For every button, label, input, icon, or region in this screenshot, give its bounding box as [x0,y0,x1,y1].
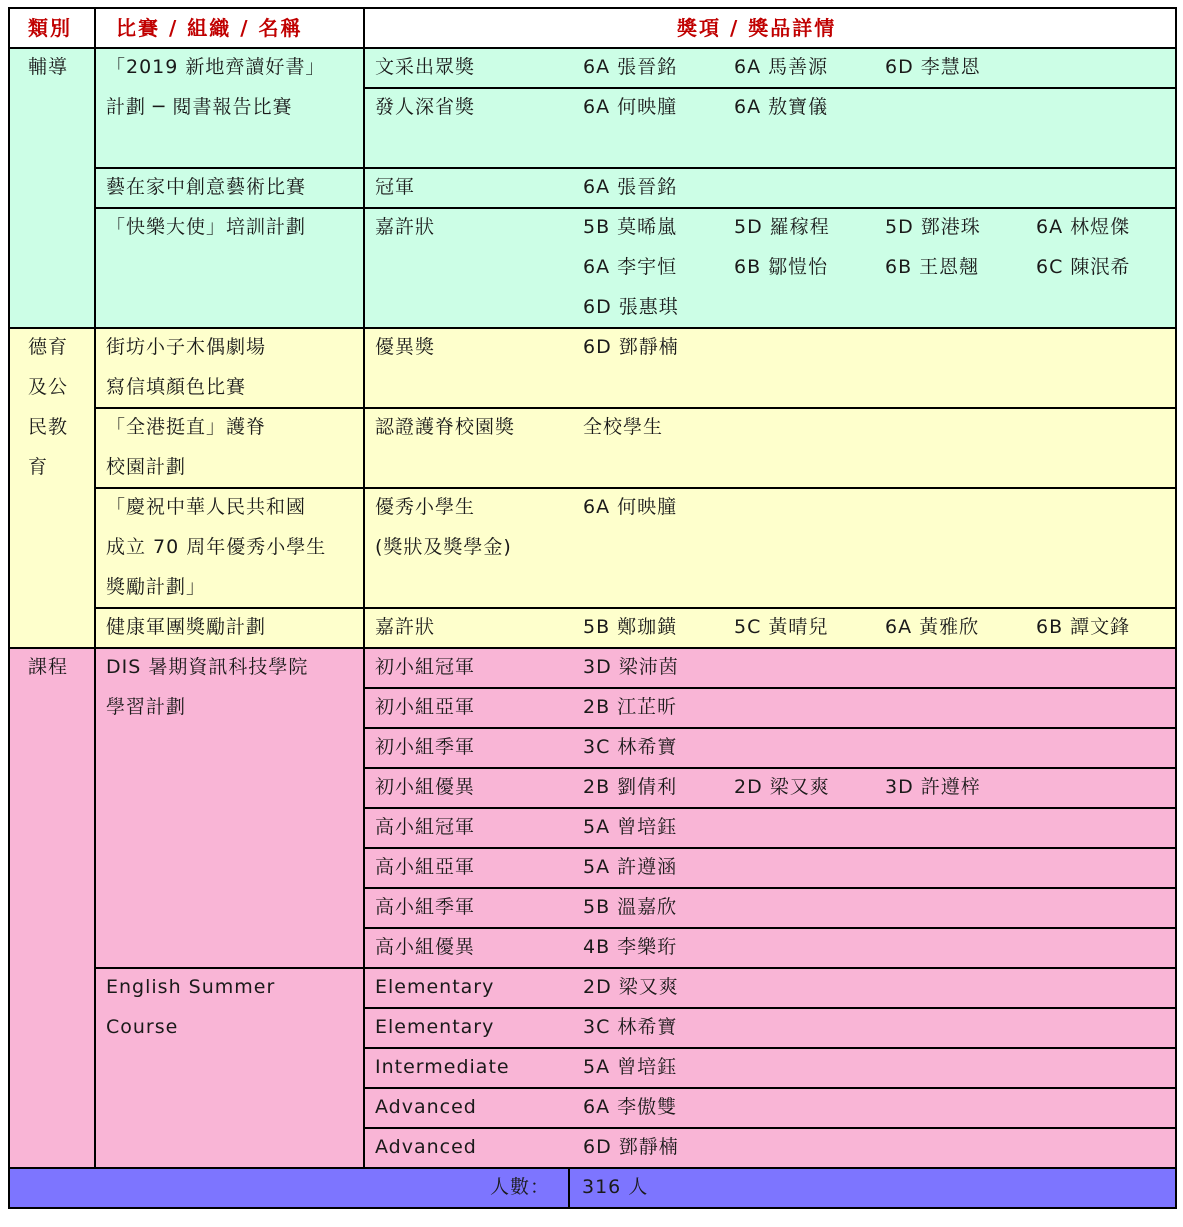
competition-name: English Summer [106,976,276,998]
winner-name: 6B 譚文鋒 [1036,616,1131,638]
competition-name: 「慶祝中華人民共和國 [106,496,307,518]
competition-name: 獎勵計劃」 [106,576,207,598]
award-row [363,967,1177,1009]
award-name: 認證護脊校園獎 [375,416,516,438]
competition-cell [94,167,365,209]
competition-name: 街坊小子木偶劇場 [106,336,267,358]
footer-label-cell [8,1167,570,1209]
competition-name: Course [106,1016,179,1038]
award-name: 高小組冠軍 [375,816,476,838]
winner-name: 6D 鄧靜楠 [583,1136,679,1158]
award-name: Advanced [375,1136,477,1158]
award-name: 初小組冠軍 [375,656,476,678]
competition-cell [94,327,365,409]
category-name: 課程 [28,656,69,678]
winner-name: 5A 許遵涵 [583,856,678,878]
award-name: 高小組優異 [375,936,476,958]
award-row [363,407,1177,489]
category-name: 育 [28,456,49,478]
award-row [363,887,1177,929]
award-name: 優秀小學生 [375,496,476,518]
footer-label: 人數： [490,1176,551,1198]
header-category: 類別 [28,16,72,40]
award-row [363,847,1177,889]
category-cell [8,47,96,329]
winner-name: 2B 江芷昕 [583,696,678,718]
winner-name: 6D 李慧恩 [885,56,981,78]
category-name: 輔導 [28,56,69,78]
award-row [363,327,1177,409]
winner-name: 6A 馬善源 [734,56,829,78]
award-row [363,207,1177,329]
winner-name: 2B 劉倩利 [583,776,678,798]
category-cell [8,327,96,649]
winner-name: 全校學生 [583,416,664,438]
winner-name: 5C 黃晴兒 [734,616,829,638]
header-competition: 比賽 / 組織 / 名稱 [116,16,303,40]
award-name: 高小組亞軍 [375,856,476,878]
winner-name: 6A 張晉銘 [583,56,678,78]
winner-name: 3D 許遵梓 [885,776,981,798]
award-name: 初小組季軍 [375,736,476,758]
award-row [363,87,1177,169]
competition-name: 學習計劃 [106,696,187,718]
competition-cell [94,207,365,329]
winner-name: 5B 溫嘉欣 [583,896,678,918]
competition-cell [94,967,365,1169]
competition-cell [94,647,365,969]
winner-name: 6A 李宇恒 [583,256,678,278]
competition-cell [94,607,365,649]
award-row [363,487,1177,609]
header-competition-cell [94,7,365,49]
header-category-cell [8,7,96,49]
category-name: 及公 [28,376,69,398]
award-row [363,1047,1177,1089]
winner-name: 6C 陳泯希 [1036,256,1131,278]
competition-name: DIS 暑期資訊科技學院 [106,656,309,678]
award-name: 嘉許狀 [375,616,436,638]
footer-value: 316 人 [582,1176,649,1198]
competition-name: 「全港挺直」護脊 [106,416,267,438]
winner-name: 6A 何映朣 [583,96,678,118]
award-row [363,1127,1177,1169]
award-name: Elementary [375,976,495,998]
award-row [363,687,1177,729]
competition-name: 寫信填顏色比賽 [106,376,247,398]
award-name: 文采出眾獎 [375,56,476,78]
award-row [363,647,1177,689]
award-row [363,607,1177,649]
competition-name: 成立 70 周年優秀小學生 [106,536,327,558]
competition-name: 健康軍團獎勵計劃 [106,616,267,638]
winner-name: 6A 張晉銘 [583,176,678,198]
winner-name: 4B 李樂珩 [583,936,678,958]
award-name: 優異獎 [375,336,436,358]
category-name: 民教 [28,416,69,438]
competition-name: 「快樂大使」培訓計劃 [106,216,307,238]
award-row [363,727,1177,769]
winner-name: 3D 梁沛茵 [583,656,679,678]
header-award-cell [363,7,1177,49]
winner-name: 2D 梁又爽 [583,976,679,998]
winner-name: 6A 林煜傑 [1036,216,1131,238]
winner-name: 6A 敖寶儀 [734,96,829,118]
winner-name: 2D 梁又爽 [734,776,830,798]
winner-name: 6B 王恩翹 [885,256,980,278]
winner-name: 6B 鄒愷怡 [734,256,829,278]
award-name: 嘉許狀 [375,216,436,238]
award-row [363,767,1177,809]
header-award: 獎項 / 獎品詳情 [677,16,837,40]
award-name: 發人深省獎 [375,96,476,118]
award-name: Elementary [375,1016,495,1038]
award-name: 冠軍 [375,176,416,198]
competition-name: 藝在家中創意藝術比賽 [106,176,307,198]
award-name: 初小組亞軍 [375,696,476,718]
award-row [363,47,1177,89]
competition-name: 「2019 新地齊讀好書」 [106,56,326,78]
award-row [363,167,1177,209]
winner-name: 6A 何映朣 [583,496,678,518]
winner-name: 5B 鄭珈鐄 [583,616,678,638]
award-name: 高小組季軍 [375,896,476,918]
award-row [363,927,1177,969]
competition-name: 計劃 ─ 閱書報告比賽 [106,96,293,118]
award-name: Intermediate [375,1056,510,1078]
winner-name: 6D 張惠琪 [583,296,679,318]
winner-name: 5A 曾培鈺 [583,816,678,838]
competition-cell [94,47,365,169]
awards-table [8,7,1175,1222]
award-row [363,807,1177,849]
winner-name: 6D 鄧靜楠 [583,336,679,358]
winner-name: 5D 鄧港珠 [885,216,981,238]
competition-name: 校園計劃 [106,456,187,478]
winner-name: 5B 莫晞嵐 [583,216,678,238]
winner-name: 5D 羅稼程 [734,216,830,238]
winner-name: 5A 曾培鈺 [583,1056,678,1078]
award-row [363,1007,1177,1049]
award-name: 初小組優異 [375,776,476,798]
winner-name: 3C 林希寶 [583,1016,678,1038]
award-row [363,1087,1177,1129]
winner-name: 6A 黃雅欣 [885,616,980,638]
winner-name: 3C 林希寶 [583,736,678,758]
competition-cell [94,407,365,489]
award-name: (獎狀及獎學金) [375,536,512,558]
winner-name: 6A 李傲雙 [583,1096,678,1118]
footer-value-cell [568,1167,1177,1209]
category-cell [8,647,96,1169]
category-name: 德育 [28,336,69,358]
award-name: Advanced [375,1096,477,1118]
competition-cell [94,487,365,609]
